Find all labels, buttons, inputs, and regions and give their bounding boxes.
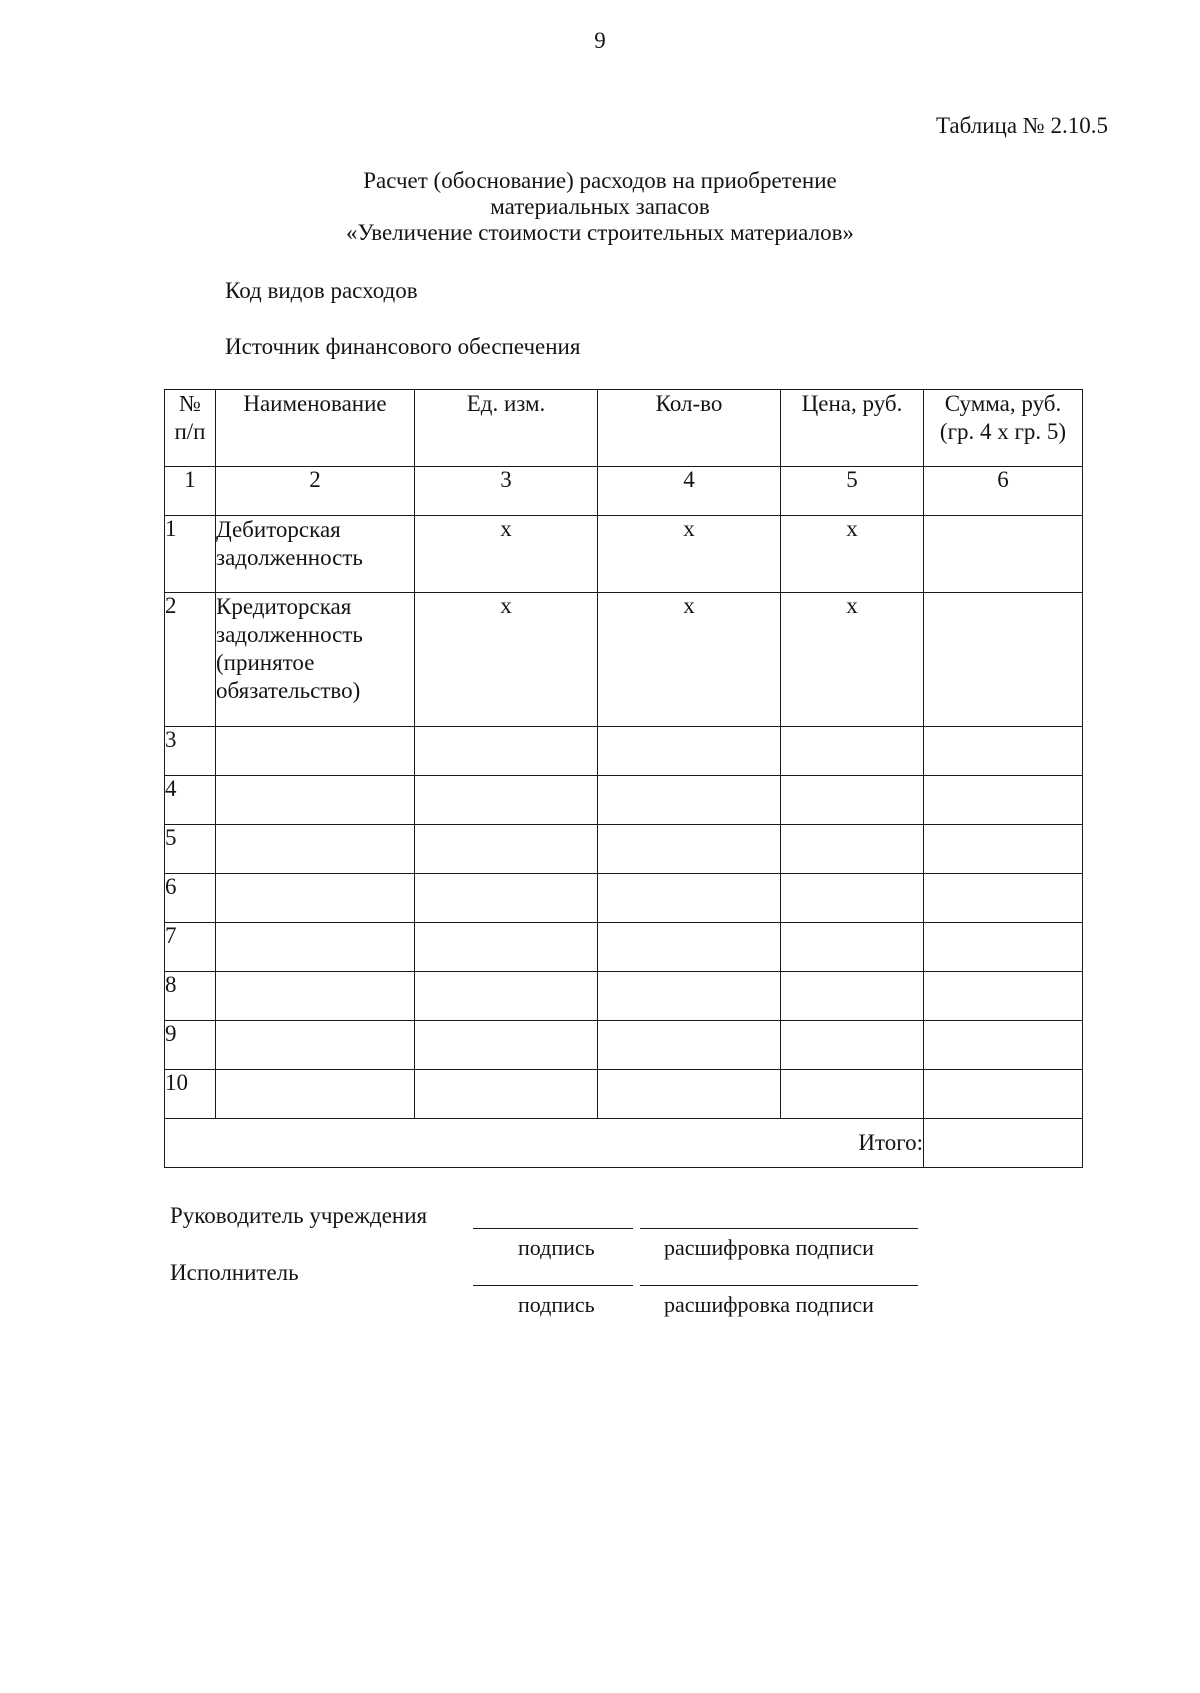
page-number: 9 [594,28,606,53]
row-price [781,1021,924,1070]
row-name [216,1021,415,1070]
executor-signature-line [473,1285,633,1286]
title-line-2: материальных запасов [490,194,710,219]
head-decode-line [640,1228,918,1229]
head-decode-caption: расшифровка подписи [664,1235,874,1260]
row-sum [924,923,1083,972]
row-sum [924,825,1083,874]
header-sum: Сумма, руб. (гр. 4 х гр. 5) [924,390,1083,467]
header-num: № п/п [165,390,216,467]
row-unit [415,874,598,923]
row-unit [415,972,598,1021]
expense-code-label: Код видов расходов [225,278,418,303]
row-index: 8 [165,972,216,1021]
row-price [781,972,924,1021]
row-name [216,874,415,923]
row-index: 3 [165,727,216,776]
row-index: 6 [165,874,216,923]
row-index: 5 [165,825,216,874]
row-qty [598,874,781,923]
column-number-row [165,467,1083,516]
row-price [781,727,924,776]
header-unit: Ед. изм. [415,390,598,467]
row-qty [598,972,781,1021]
row-index: 2 [165,593,216,727]
row-name: Дебиторская задолженность [216,516,415,593]
row-name [216,923,415,972]
document-title [0,168,1200,246]
row-index: 1 [165,516,216,593]
total-value [924,1119,1083,1168]
row-unit [415,1021,598,1070]
row-name [216,727,415,776]
calculation-table [164,389,1083,1168]
table-row [165,874,1083,923]
header-qty: Кол-во [598,390,781,467]
table-row [165,593,1083,727]
header-price: Цена, руб. [781,390,924,467]
table-row [165,1070,1083,1119]
header-row [165,390,1083,467]
row-sum [924,516,1083,593]
row-qty [598,776,781,825]
table-row [165,972,1083,1021]
row-sum [924,727,1083,776]
row-sum [924,1021,1083,1070]
table-row [165,1021,1083,1070]
table-row [165,727,1083,776]
row-unit: x [415,593,598,727]
row-unit [415,1070,598,1119]
row-sum [924,874,1083,923]
funding-source-label: Источник финансового обеспечения [225,334,581,359]
row-index: 7 [165,923,216,972]
row-index: 10 [165,1070,216,1119]
row-price [781,776,924,825]
row-unit: x [415,516,598,593]
head-of-institution-label: Руководитель учреждения [170,1203,428,1228]
row-index: 4 [165,776,216,825]
row-qty [598,1021,781,1070]
table-row [165,516,1083,593]
row-name [216,972,415,1021]
row-qty [598,727,781,776]
row-price [781,1070,924,1119]
row-price [781,825,924,874]
row-name [216,825,415,874]
col-number: 5 [781,467,924,516]
header-name: Наименование [216,390,415,467]
col-number: 6 [924,467,1083,516]
row-name [216,776,415,825]
title-line-3: «Увеличение стоимости строительных материалов» [346,220,854,245]
row-qty [598,1070,781,1119]
head-signature-line [473,1228,633,1229]
row-price [781,874,924,923]
row-unit [415,776,598,825]
row-sum [924,593,1083,727]
table-row [165,923,1083,972]
table-row [165,825,1083,874]
row-price [781,923,924,972]
title-line-1: Расчет (обоснование) расходов на приобретение [363,168,837,193]
table-label: Таблица № 2.10.5 [935,113,1108,138]
row-sum [924,776,1083,825]
total-label: Итого: [165,1119,924,1168]
executor-decode-caption: расшифровка подписи [664,1292,874,1317]
row-sum [924,972,1083,1021]
total-row [165,1119,1083,1168]
row-unit [415,727,598,776]
row-price: x [781,516,924,593]
row-sum [924,1070,1083,1119]
executor-label: Исполнитель [170,1260,299,1285]
row-qty [598,825,781,874]
col-number: 1 [165,467,216,516]
row-qty [598,923,781,972]
head-signature-caption: подпись [518,1235,595,1260]
executor-decode-line [640,1285,918,1286]
row-index: 9 [165,1021,216,1070]
executor-signature-caption: подпись [518,1292,595,1317]
row-name [216,1070,415,1119]
col-number: 4 [598,467,781,516]
row-price: x [781,593,924,727]
row-unit [415,923,598,972]
row-qty: x [598,593,781,727]
col-number: 3 [415,467,598,516]
row-qty: x [598,516,781,593]
table-row [165,776,1083,825]
row-unit [415,825,598,874]
row-name: Кредиторская задолженность (принятое обязательство) [216,593,415,727]
col-number: 2 [216,467,415,516]
